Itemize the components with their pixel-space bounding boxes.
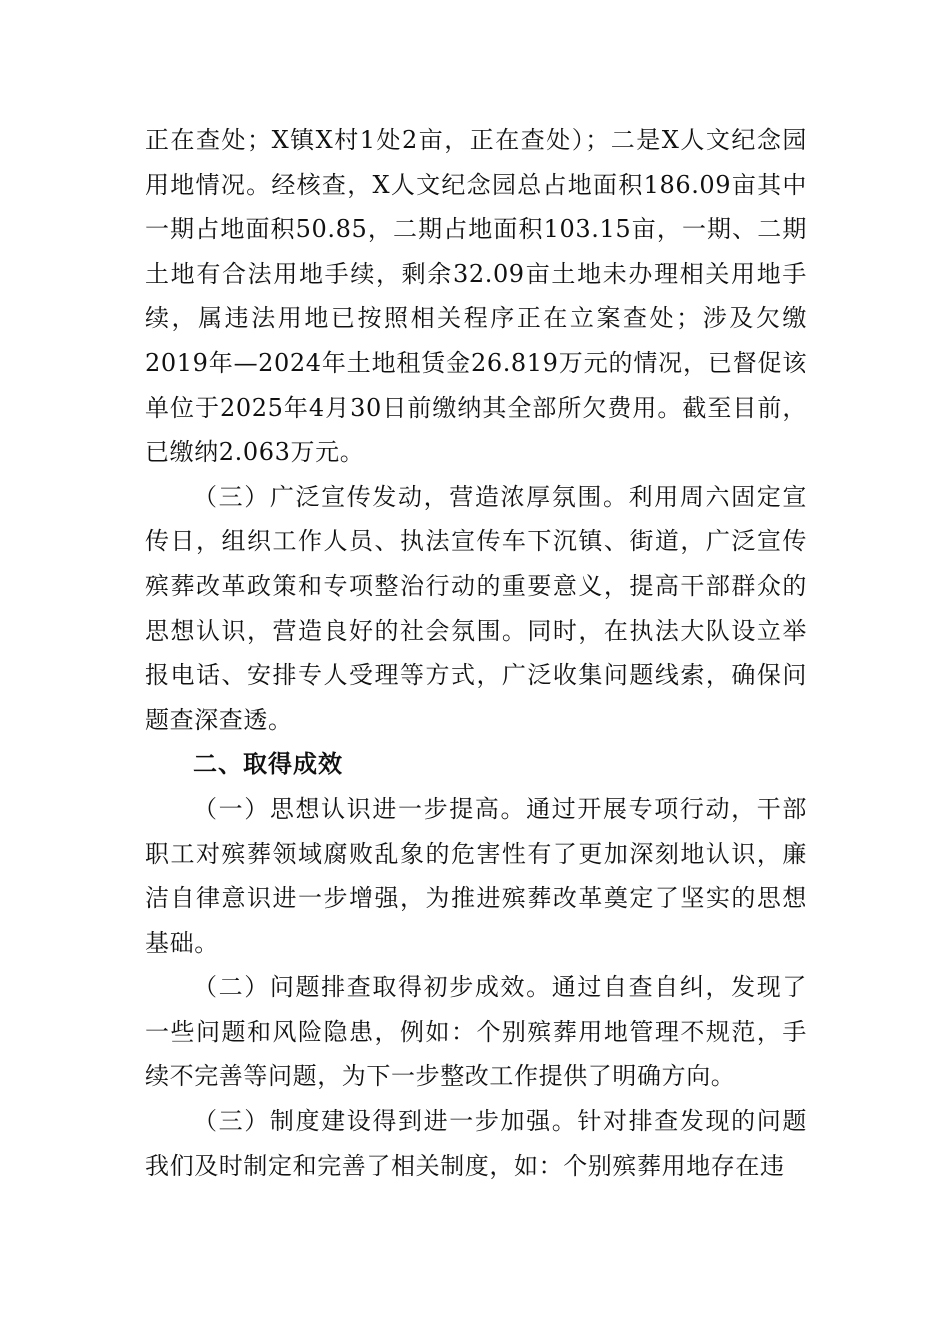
paragraph-awareness-improved: （一）思想认识进一步提高。通过开展专项行动，干部职工对殡葬领域腐败乱象的危害性有了更加深刻地认识，廉洁自律意识进一步增强，为推进殡葬改革奠定了坚实的思想基础。: [145, 794, 807, 957]
document-body: [145, 118, 807, 1188]
paragraph-publicity-campaign: （三）广泛宣传发动，营造浓厚氛围。利用周六固定宣传日，组织工作人员、执法宣传车下沉镇、街道，广泛宣传殡葬改革政策和专项整治行动的重要意义，提高干部群众的思想认识，营造良好的社会氛围。同时，在执法大队设立举报电话、安排专人受理等方式，广泛收集问题线索，确保问题查深查透。: [145, 482, 807, 734]
paragraph-land-use-investigation: 正在查处；X镇X村1处2亩，正在查处）；二是X人文纪念园用地情况。经核查，X人文纪念园总占地面积186.09亩其中一期占地面积50.85，二期占地面积103.15亩，一期、二期土地有合法用地手续，剩余32.09亩土地未办理相关用地手续，属违法用地已按照相关程序正在立案查处；涉及欠缴2019年—2024年土地租赁金26.819万元的情况，已督促该单位于2025年4月30日前缴纳其全部所欠费用。截至目前，已缴纳2.063万元。: [145, 126, 807, 467]
section-heading-achievements: 二、取得成效: [193, 750, 343, 779]
paragraph-system-building: （三）制度建设得到进一步加强。针对排查发现的问题我们及时制定和完善了相关制度，如：个别殡葬用地存在违: [145, 1107, 807, 1180]
paragraph-problem-screening: （二）问题排查取得初步成效。通过自查自纠，发现了一些问题和风险隐患，例如：个别殡葬用地管理不规范，手续不完善等问题，为下一步整改工作提供了明确方向。: [145, 973, 807, 1091]
